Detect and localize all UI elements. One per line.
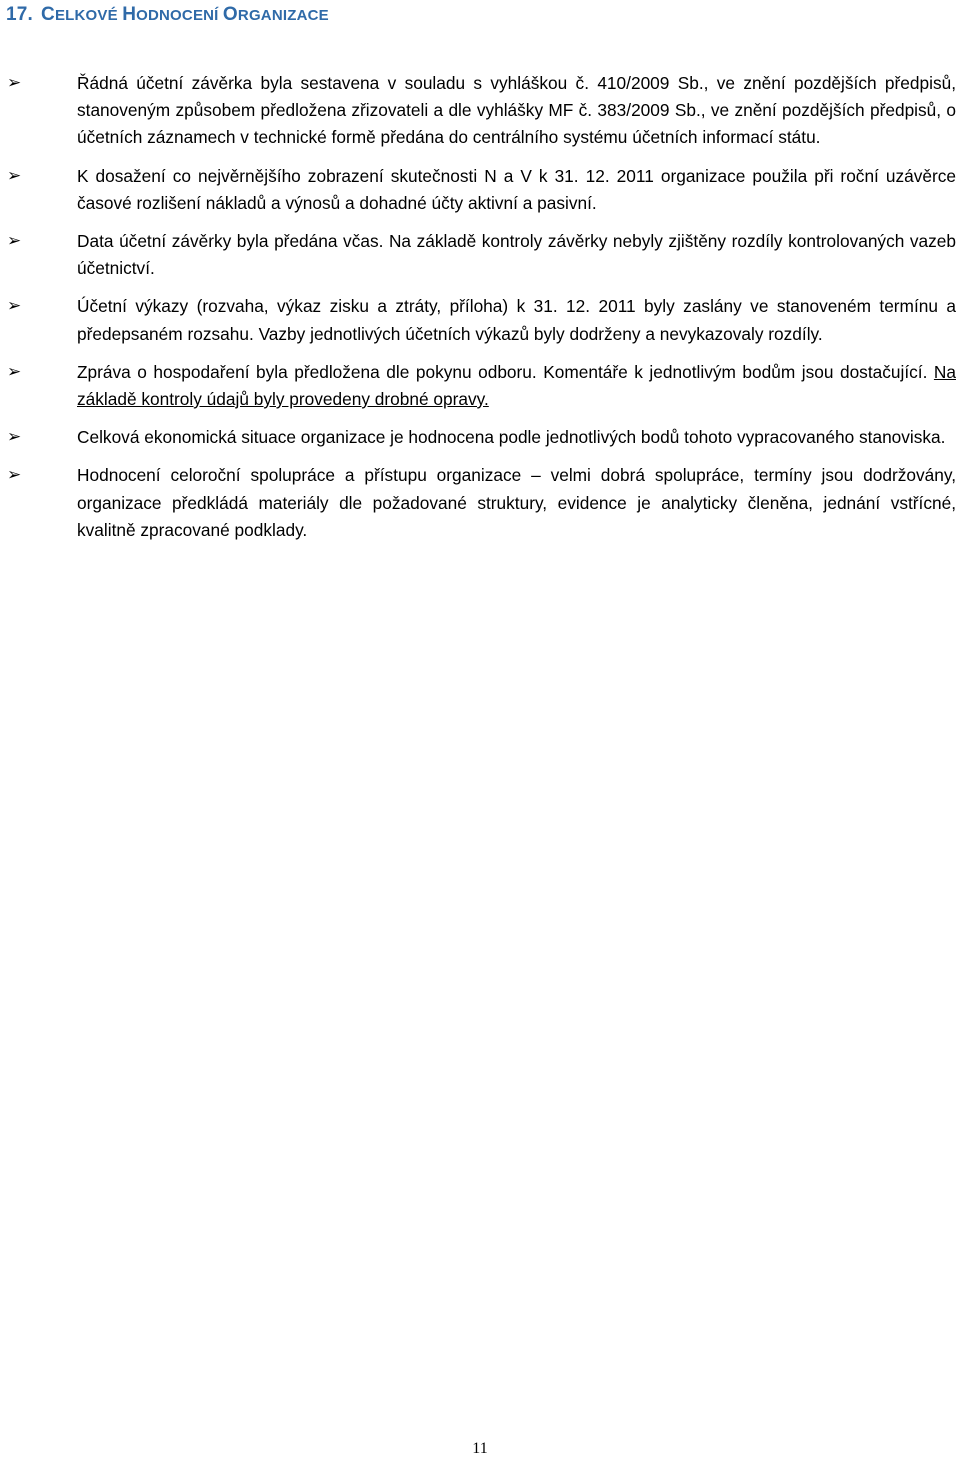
list-item-text: Účetní výkazy (rozvaha, výkaz zisku a ztráty, příloha) k 31. 12. 2011 byly zaslány ve stanoveném termínu a předepsaném rozsahu. Vazby jednotlivých účetních výkazů byly dodrženy a nevykazovaly rozdíly.: [77, 296, 956, 344]
list-item-text: Celková ekonomická situace organizace je hodnocena podle jednotlivých bodů tohoto vypracovaného stanoviska.: [77, 427, 946, 448]
list-item-underlined-text: Na základě kontroly údajů byly provedeny drobné opravy.: [77, 361, 956, 410]
heading-text: ELKOVÉ: [54, 7, 123, 24]
list-item: [0, 359, 960, 413]
heading-text: ODNOCENÍ: [136, 7, 223, 24]
list-item-text: Řádná účetní závěrka byla sestavena v souladu s vyhláškou č. 410/2009 Sb., ve znění pozdějších předpisů, stanoveným způsobem předložena zřizovateli a dle vyhlášky MF č. 383/2009 Sb., ve znění pozdějších předpisů, o účetních záznamech v technické formě předána do centrálního systému účetních informací státu.: [77, 73, 956, 148]
arrow-bullet-icon: ➢: [7, 296, 22, 317]
list-item: [0, 424, 960, 451]
list-item-text: Data účetní závěrky byla předána včas. Na základě kontroly závěrky nebyly zjištěny rozdíly kontrolovaných vazeb účetnictví.: [77, 231, 956, 279]
arrow-bullet-icon: ➢: [7, 465, 22, 486]
page-number: 11: [472, 1440, 488, 1457]
section-number: 17.: [6, 4, 34, 25]
arrow-bullet-icon: ➢: [7, 361, 22, 382]
list-item: [0, 293, 960, 347]
heading-letter: H: [122, 4, 137, 25]
heading-letter: C: [41, 4, 55, 25]
arrow-bullet-icon: ➢: [7, 231, 22, 252]
arrow-bullet-icon: ➢: [7, 73, 22, 93]
list-item: [0, 163, 960, 217]
arrow-bullet-icon: ➢: [7, 165, 22, 186]
heading-letter: O: [222, 4, 238, 25]
evaluation-list: [0, 70, 960, 544]
arrow-bullet-icon: ➢: [7, 427, 22, 448]
heading-text: RGANIZACE: [237, 7, 329, 24]
list-item: [0, 228, 960, 282]
section-heading: [6, 4, 329, 26]
list-item-text: Hodnocení celoroční spolupráce a přístupu organizace – velmi dobrá spolupráce, termíny jsou dodržovány, organizace předkládá materiály dle požadované struktury, evidence je analyticky členěna, jednání vstřícné, kvalitně zpracované podklady.: [77, 465, 956, 540]
list-item: [0, 70, 960, 152]
list-item: [0, 462, 960, 544]
list-item-text: K dosažení co nejvěrnějšího zobrazení skutečnosti N a V k 31. 12. 2011 organizace použila při roční uzávěrce časové rozlišení nákladů a výnosů a dohadné účty aktivní a pasivní.: [77, 165, 956, 213]
list-item-text: Zpráva o hospodaření byla předložena dle pokynu odboru. Komentáře k jednotlivým bodům jsou dostačující.: [77, 361, 934, 382]
